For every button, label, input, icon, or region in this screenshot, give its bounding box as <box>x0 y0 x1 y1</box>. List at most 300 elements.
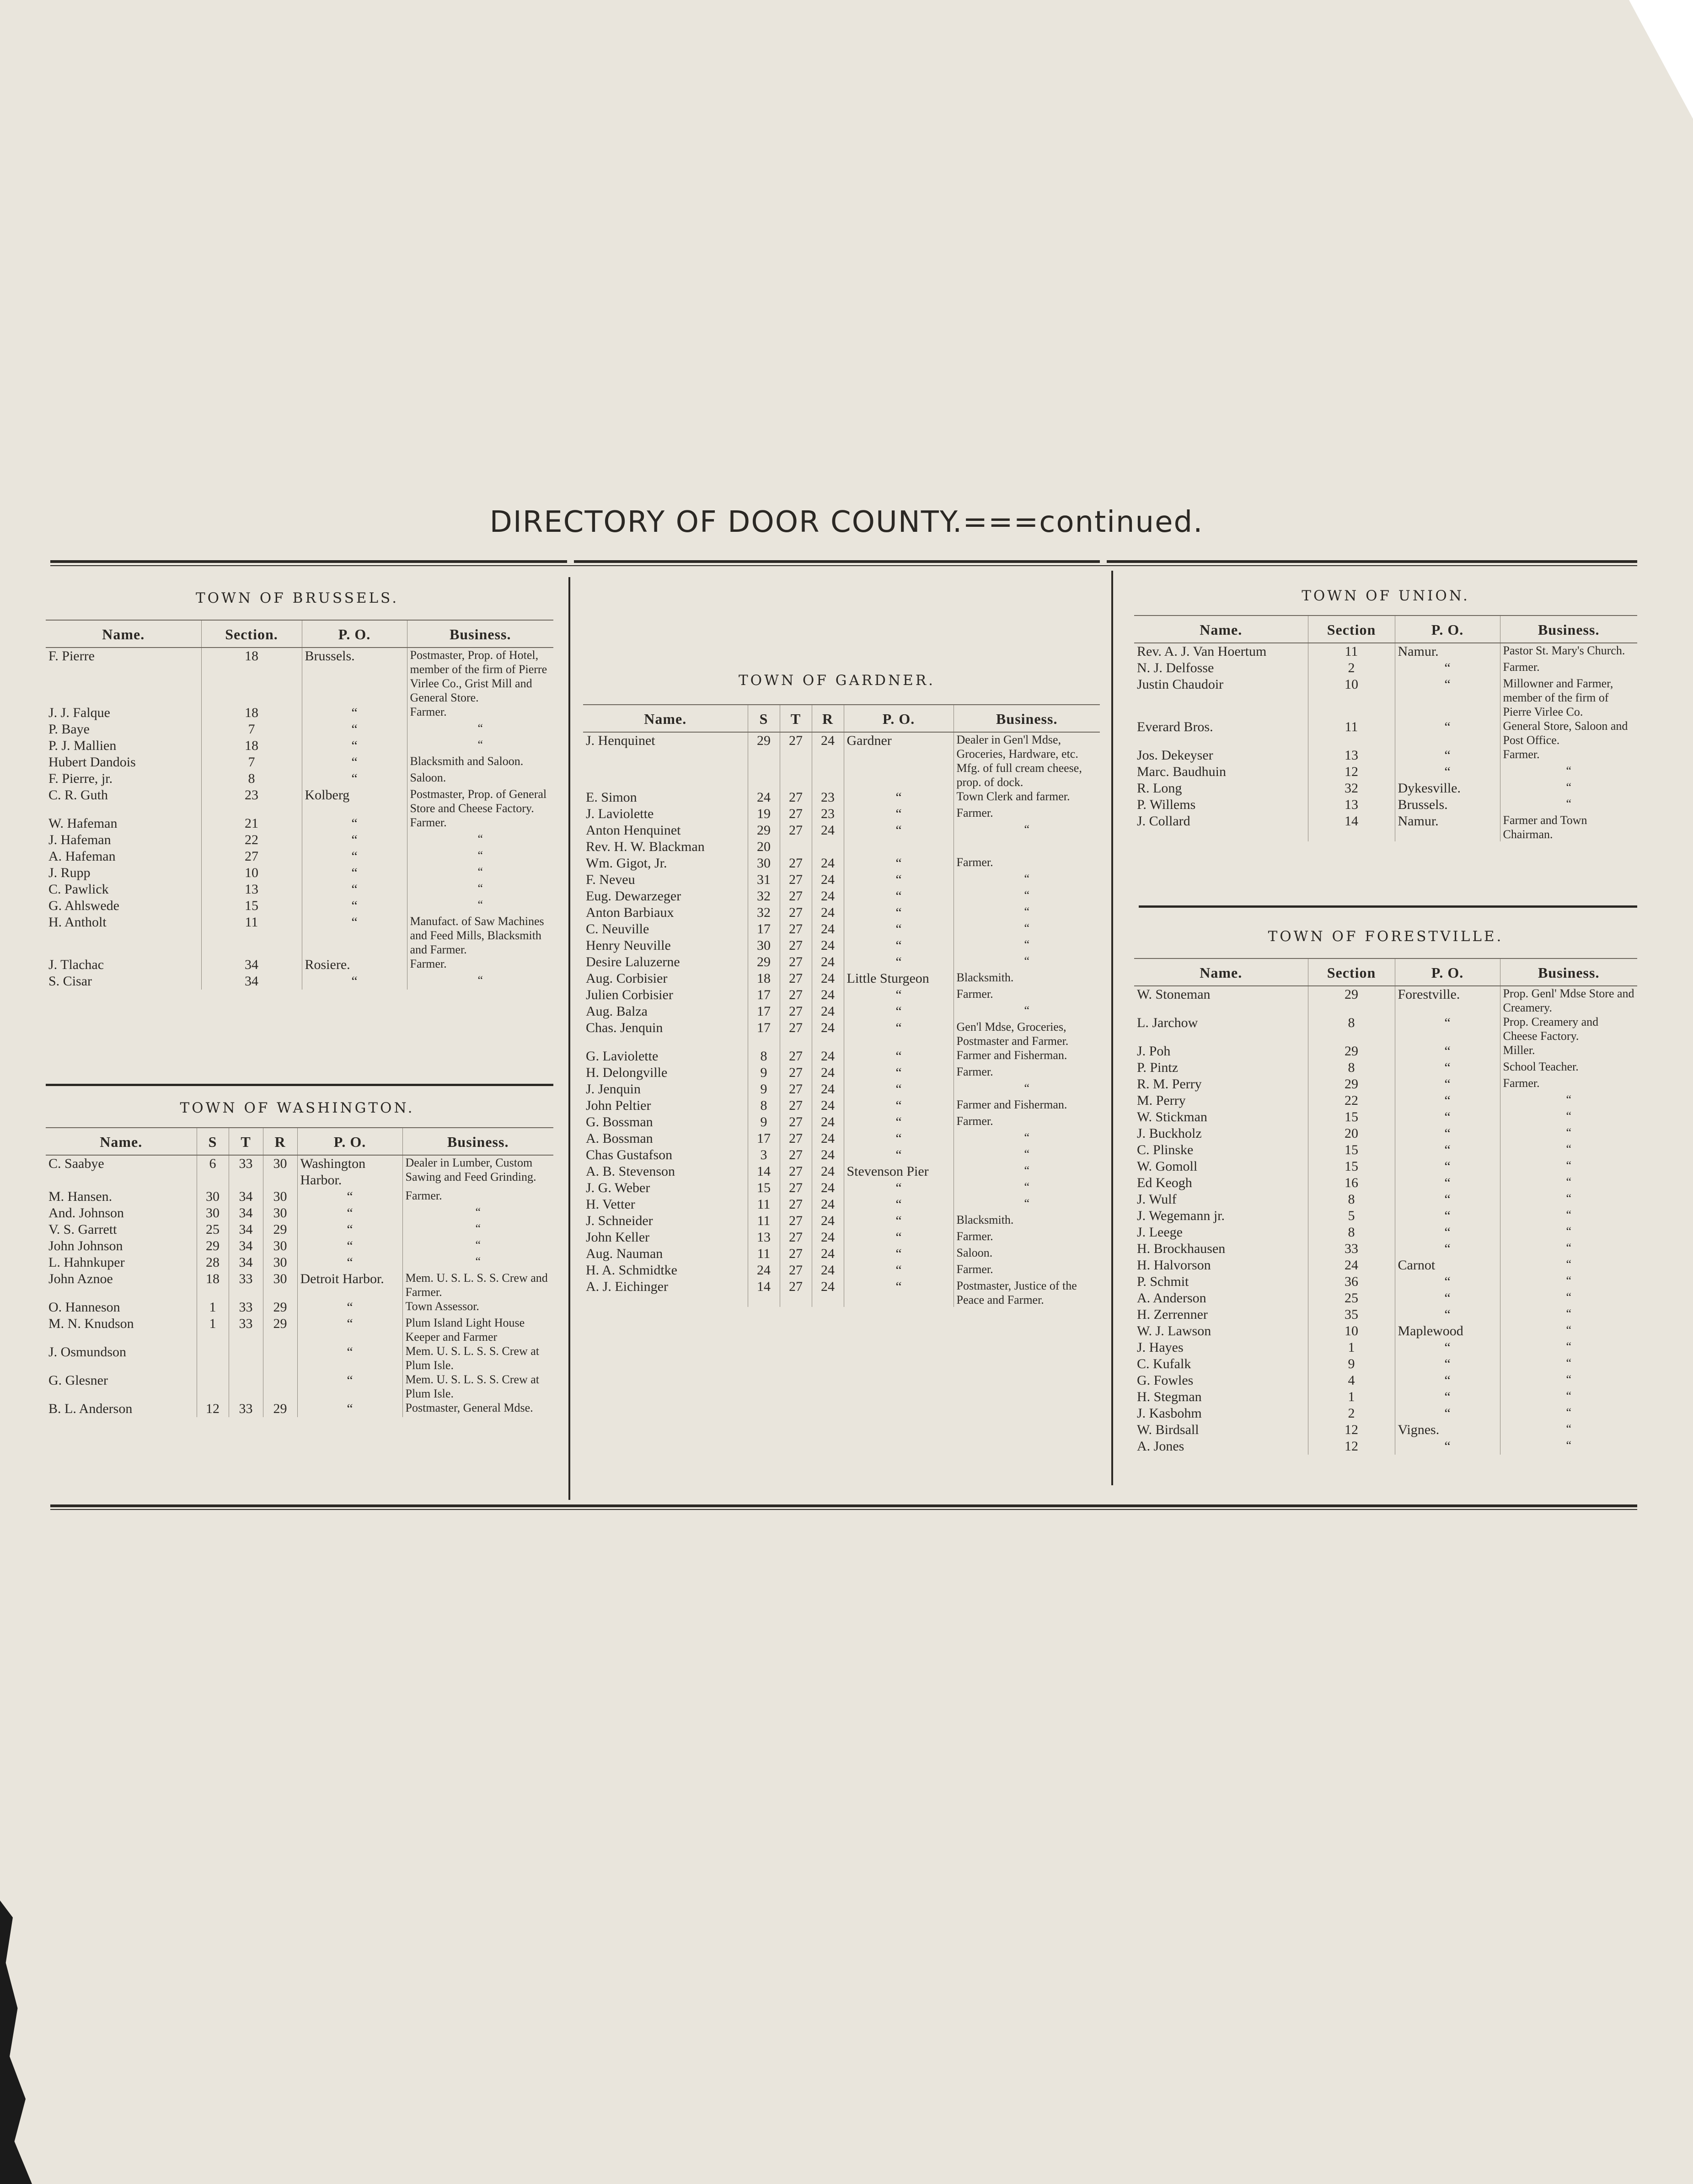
entry-name: P. Baye <box>48 722 90 737</box>
entry-business: “ <box>954 1130 1100 1147</box>
header-s: S <box>748 705 780 732</box>
entry-business: “ <box>1500 1306 1637 1323</box>
entry-name: Everard Bros. <box>1137 719 1213 734</box>
entry-business: “ <box>954 888 1100 905</box>
table-row <box>46 1316 553 1344</box>
entry-post-office: “ <box>844 1003 954 1020</box>
table-row <box>1134 1372 1637 1389</box>
entry-name: W. Stoneman <box>1137 987 1211 1002</box>
entry-number: 14 <box>748 1163 780 1180</box>
table-row <box>46 898 553 914</box>
entry-number: 27 <box>780 888 812 905</box>
entry-number: 11 <box>1308 719 1395 747</box>
entry-number <box>263 1344 297 1372</box>
entry-post-office: “ <box>1395 1438 1500 1455</box>
entry-number: 24 <box>812 732 844 789</box>
table-row <box>46 1188 553 1205</box>
entry-post-office: “ <box>844 987 954 1003</box>
entry-number: 27 <box>780 1279 812 1307</box>
washington-title: TOWN OF WASHINGTON. <box>180 1100 415 1116</box>
table-row <box>1134 1109 1637 1125</box>
entry-business: Farmer. <box>402 1188 553 1205</box>
entry-post-office: “ <box>1395 1224 1500 1241</box>
table-row <box>46 1401 553 1417</box>
entry-number: 29 <box>263 1316 297 1344</box>
entry-number: 22 <box>201 832 302 848</box>
entry-number: 36 <box>1308 1274 1395 1290</box>
entry-business: “ <box>407 865 553 881</box>
entry-name: W. Birdsall <box>1137 1422 1199 1437</box>
entry-number: 10 <box>1308 676 1395 719</box>
entry-name: R. Long <box>1137 781 1182 796</box>
entry-post-office: “ <box>302 832 407 848</box>
bottom-rule-thin <box>50 1509 1637 1510</box>
entry-post-office: “ <box>1395 1389 1500 1405</box>
entry-name: Aug. Nauman <box>586 1246 663 1261</box>
entry-name: Anton Barbiaux <box>586 905 674 920</box>
entry-post-office: “ <box>844 1262 954 1279</box>
table-row <box>1134 1323 1637 1339</box>
entry-business: “ <box>954 937 1100 954</box>
entry-number: 5 <box>1308 1208 1395 1224</box>
entry-business: Blacksmith. <box>954 970 1100 987</box>
table-row <box>583 1196 1100 1213</box>
torn-edge <box>0 1900 32 2184</box>
table-row <box>583 789 1100 806</box>
entry-number: 3 <box>748 1147 780 1163</box>
entry-name: A. J. Eichinger <box>586 1279 668 1294</box>
entry-post-office: Little Sturgeon <box>844 970 954 987</box>
header-s: S <box>197 1128 229 1155</box>
entry-post-office: “ <box>844 855 954 872</box>
entry-name: M. Perry <box>1137 1093 1186 1108</box>
entry-business: Saloon. <box>954 1246 1100 1262</box>
entry-number: 18 <box>748 970 780 987</box>
table-row <box>583 1163 1100 1180</box>
entry-name: Justin Chaudoir <box>1137 677 1224 692</box>
brussels-title: TOWN OF BRUSSELS. <box>195 590 399 606</box>
entry-number: 30 <box>197 1205 229 1221</box>
entry-business: “ <box>402 1238 553 1254</box>
entry-post-office: “ <box>1395 1043 1500 1060</box>
entry-post-office: “ <box>1395 747 1500 764</box>
table-row <box>583 921 1100 937</box>
entry-business: “ <box>1500 1109 1637 1125</box>
table-row <box>1134 797 1637 813</box>
entry-name: John Johnson <box>48 1238 123 1253</box>
entry-post-office: “ <box>1395 1125 1500 1142</box>
entry-number: 34 <box>229 1221 263 1238</box>
entry-post-office: “ <box>1395 1274 1500 1290</box>
entry-number <box>229 1344 263 1372</box>
entry-number: 9 <box>748 1065 780 1081</box>
entry-business: “ <box>1500 780 1637 797</box>
table-row <box>1134 1060 1637 1076</box>
entry-number: 30 <box>748 937 780 954</box>
entry-business: Farmer and Fisherman. <box>954 1048 1100 1065</box>
entry-name: H. Halvorson <box>1137 1258 1211 1273</box>
entry-business: “ <box>402 1205 553 1221</box>
table-row <box>46 1205 553 1221</box>
forestville-title: TOWN OF FORESTVILLE. <box>1268 928 1504 945</box>
entry-business: Blacksmith and Saloon. <box>407 754 553 771</box>
entry-post-office: “ <box>844 1147 954 1163</box>
entry-post-office: “ <box>302 865 407 881</box>
bottom-rule <box>50 1504 1637 1507</box>
entry-name: S. Cisar <box>48 974 92 989</box>
table-row <box>1134 1076 1637 1092</box>
table-row <box>46 721 553 738</box>
entry-number: 8 <box>201 771 302 787</box>
entry-business: “ <box>954 1163 1100 1180</box>
entry-number: 15 <box>1308 1109 1395 1125</box>
entry-business: Mem. U. S. L. S. S. Crew and Farmer. <box>402 1271 553 1299</box>
entry-business: Town Assessor. <box>402 1299 553 1316</box>
table-row <box>583 1081 1100 1097</box>
entry-number: 18 <box>201 738 302 754</box>
entry-name: J. Osmundson <box>48 1344 127 1360</box>
entry-name: M. Hansen. <box>48 1189 113 1204</box>
entry-number: 24 <box>812 1246 844 1262</box>
entry-business: Farmer. <box>954 987 1100 1003</box>
column-divider-left <box>568 577 570 1500</box>
table-row <box>583 888 1100 905</box>
entry-number: 34 <box>201 957 302 973</box>
entry-number: 24 <box>812 1196 844 1213</box>
entry-number: 8 <box>1308 1224 1395 1241</box>
entry-number: 13 <box>1308 747 1395 764</box>
entry-number: 24 <box>812 1229 844 1246</box>
entry-business: “ <box>407 848 553 865</box>
page-title: DIRECTORY OF DOOR COUNTY.===continued. <box>489 505 1204 539</box>
entry-name: C. Pawlick <box>48 882 109 897</box>
entry-name: Aug. Corbisier <box>586 971 668 986</box>
table-row <box>46 771 553 787</box>
table-row <box>583 1114 1100 1130</box>
entry-business: “ <box>954 921 1100 937</box>
entry-number: 27 <box>780 1196 812 1213</box>
table-row <box>1134 1274 1637 1290</box>
entry-number: 11 <box>201 914 302 957</box>
entry-number: 11 <box>748 1213 780 1229</box>
entry-number: 13 <box>201 881 302 898</box>
table-row <box>46 914 553 957</box>
entry-post-office: “ <box>1395 1372 1500 1389</box>
entry-name: C. Kufalk <box>1137 1356 1191 1371</box>
entry-number: 18 <box>197 1271 229 1299</box>
entry-post-office: “ <box>844 1130 954 1147</box>
table-row <box>1134 780 1637 797</box>
entry-number: 17 <box>748 921 780 937</box>
entry-name: Chas Gustafson <box>586 1147 673 1162</box>
table-row <box>583 1130 1100 1147</box>
entry-post-office: “ <box>302 771 407 787</box>
entry-number: 33 <box>229 1401 263 1417</box>
entry-post-office: Forestville. <box>1395 986 1500 1015</box>
entry-post-office: Detroit Harbor. <box>297 1271 402 1299</box>
entry-number: 24 <box>812 1130 844 1147</box>
entry-number: 24 <box>812 1147 844 1163</box>
entry-post-office: “ <box>844 1180 954 1196</box>
table-row <box>1134 1224 1637 1241</box>
entry-number: 24 <box>748 789 780 806</box>
entry-number: 27 <box>780 732 812 789</box>
entry-name: E. Simon <box>586 790 637 805</box>
entry-business: “ <box>954 822 1100 839</box>
table-row <box>583 1020 1100 1048</box>
entry-number: 33 <box>229 1155 263 1188</box>
entry-number: 17 <box>748 1003 780 1020</box>
entry-business: Farmer. <box>407 957 553 973</box>
entry-business: “ <box>1500 1290 1637 1306</box>
entry-number: 24 <box>812 855 844 872</box>
entry-name: John Aznoe <box>48 1271 113 1286</box>
entry-name: Rev. H. W. Blackman <box>586 839 705 854</box>
entry-name: G. Fowles <box>1137 1373 1194 1388</box>
entry-number: 10 <box>201 865 302 881</box>
entry-number: 17 <box>748 1130 780 1147</box>
entry-number: 30 <box>263 1271 297 1299</box>
entry-name: C. Saabye <box>48 1156 104 1171</box>
entry-number: 29 <box>1308 1076 1395 1092</box>
entry-number: 1 <box>1308 1339 1395 1356</box>
entry-name: J. Tlachac <box>48 957 104 972</box>
entry-business: “ <box>954 1196 1100 1213</box>
entry-post-office: “ <box>1395 1290 1500 1306</box>
union-title: TOWN OF UNION. <box>1302 588 1470 604</box>
entry-name: J. J. Falque <box>48 705 110 720</box>
entry-number: 27 <box>780 789 812 806</box>
entry-name: P. Willems <box>1137 797 1196 812</box>
header-business: Business. <box>1500 616 1637 643</box>
entry-number: 14 <box>748 1279 780 1307</box>
entry-name: F. Neveu <box>586 872 635 887</box>
entry-post-office: “ <box>297 1188 402 1205</box>
header-name: Name. <box>1134 616 1308 643</box>
entry-number: 27 <box>780 1048 812 1065</box>
entry-name: H. Stegman <box>1137 1389 1202 1404</box>
header-r: R <box>263 1128 297 1155</box>
entry-number: 32 <box>748 905 780 921</box>
entry-number <box>197 1344 229 1372</box>
table-row <box>1134 719 1637 747</box>
entry-number: 27 <box>780 1147 812 1163</box>
entry-business: School Teacher. <box>1500 1060 1637 1076</box>
table-row <box>1134 1241 1637 1257</box>
entry-number: 29 <box>748 822 780 839</box>
entry-number: 27 <box>780 1065 812 1081</box>
entry-number: 30 <box>263 1205 297 1221</box>
entry-name: H. Antholt <box>48 915 107 930</box>
entry-business: “ <box>1500 1274 1637 1290</box>
table-row <box>583 806 1100 822</box>
entry-post-office: “ <box>297 1344 402 1372</box>
entry-post-office: “ <box>302 815 407 832</box>
entry-name: G. Ahlswede <box>48 898 119 913</box>
entry-number: 7 <box>201 754 302 771</box>
entry-business: “ <box>1500 1175 1637 1191</box>
entry-number: 24 <box>812 937 844 954</box>
table-row <box>1134 813 1637 841</box>
entry-business: Saloon. <box>407 771 553 787</box>
entry-number: 27 <box>780 855 812 872</box>
entry-post-office: “ <box>844 921 954 937</box>
entry-post-office: “ <box>1395 660 1500 676</box>
entry-business: Prop. Genl' Mdse Store and Creamery. <box>1500 986 1637 1015</box>
header-po: P. O. <box>844 705 954 732</box>
table-row <box>583 1229 1100 1246</box>
entry-number: 23 <box>812 789 844 806</box>
entry-business: “ <box>1500 1224 1637 1241</box>
table-row <box>1134 1015 1637 1043</box>
table-row <box>583 1003 1100 1020</box>
header-business: Business. <box>1500 958 1637 986</box>
entry-business: Blacksmith. <box>954 1213 1100 1229</box>
entry-business: Manufact. of Saw Machines and Feed Mills, Blacksmith and Farmer. <box>407 914 553 957</box>
entry-post-office: “ <box>1395 1109 1500 1125</box>
entry-name: J. Jenquin <box>586 1081 641 1097</box>
entry-post-office: “ <box>302 738 407 754</box>
entry-number: 27 <box>780 970 812 987</box>
gardner-table <box>583 704 1100 1307</box>
table-row <box>583 905 1100 921</box>
entry-name: J. Kasbohm <box>1137 1406 1202 1421</box>
header-t: T <box>780 705 812 732</box>
entry-business: Farmer. <box>954 806 1100 822</box>
entry-post-office: “ <box>844 1020 954 1048</box>
entry-post-office: Brussels. <box>302 648 407 705</box>
entry-name: J. Rupp <box>48 865 91 880</box>
entry-number: 34 <box>229 1254 263 1271</box>
entry-post-office: Brussels. <box>1395 797 1500 813</box>
entry-name: J. Wulf <box>1137 1192 1177 1207</box>
entry-post-office: “ <box>297 1254 402 1271</box>
table-row <box>46 881 553 898</box>
entry-name: Rev. A. J. Van Hoertum <box>1137 644 1267 659</box>
entry-post-office: “ <box>844 1213 954 1229</box>
entry-post-office: “ <box>302 705 407 721</box>
entry-number: 27 <box>780 987 812 1003</box>
entry-business: “ <box>407 721 553 738</box>
table-row <box>583 1048 1100 1065</box>
entry-name: W. Gomoll <box>1137 1159 1198 1174</box>
entry-number: 30 <box>263 1188 297 1205</box>
entry-number: 27 <box>780 1081 812 1097</box>
entry-business: “ <box>1500 1158 1637 1175</box>
header-name: Name. <box>583 705 748 732</box>
entry-name: C. Plinske <box>1137 1142 1194 1157</box>
entry-number: 33 <box>1308 1241 1395 1257</box>
entry-number: 27 <box>780 872 812 888</box>
entry-name: Hubert Dandois <box>48 755 136 770</box>
entry-business: “ <box>1500 1125 1637 1142</box>
entry-business: Pastor St. Mary's Church. <box>1500 643 1637 660</box>
entry-number: 24 <box>812 905 844 921</box>
entry-post-office: “ <box>297 1372 402 1401</box>
entry-name: L. Hahnkuper <box>48 1255 125 1270</box>
entry-post-office: Kolberg <box>302 787 407 815</box>
entry-name: R. M. Perry <box>1137 1076 1202 1092</box>
entry-number: 12 <box>1308 1438 1395 1455</box>
entry-number: 22 <box>1308 1092 1395 1109</box>
entry-business: Farmer. <box>954 1114 1100 1130</box>
entry-number: 17 <box>748 1020 780 1048</box>
entry-post-office: Stevenson Pier <box>844 1163 954 1180</box>
table-row <box>1134 1339 1637 1356</box>
entry-business: “ <box>954 1003 1100 1020</box>
entry-name: G. Laviolette <box>586 1049 659 1064</box>
table-row <box>1134 1125 1637 1142</box>
entry-number: 27 <box>201 848 302 865</box>
entry-number: 2 <box>1308 1405 1395 1422</box>
entry-number: 15 <box>1308 1142 1395 1158</box>
table-row <box>583 1097 1100 1114</box>
top-rule-thin <box>50 565 1637 566</box>
entry-number: 27 <box>780 905 812 921</box>
entry-number: 25 <box>1308 1290 1395 1306</box>
entry-number: 32 <box>748 888 780 905</box>
entry-number: 27 <box>780 1229 812 1246</box>
table-row <box>1134 986 1637 1015</box>
entry-post-office: “ <box>844 1065 954 1081</box>
entry-number: 1 <box>197 1299 229 1316</box>
entry-business: Farmer. <box>407 815 553 832</box>
entry-business: Prop. Creamery and Cheese Factory. <box>1500 1015 1637 1043</box>
entry-name: J. Buckholz <box>1137 1126 1202 1141</box>
entry-post-office: Maplewood <box>1395 1323 1500 1339</box>
header-r: R <box>812 705 844 732</box>
entry-number: 20 <box>748 839 780 855</box>
table-row <box>46 1238 553 1254</box>
entry-name: W. J. Lawson <box>1137 1323 1211 1338</box>
entry-post-office: Dykesville. <box>1395 780 1500 797</box>
entry-number: 24 <box>812 1180 844 1196</box>
entry-post-office: Namur. <box>1395 643 1500 660</box>
entry-name: J. Collard <box>1137 814 1190 829</box>
entry-number <box>263 1372 297 1401</box>
entry-business: “ <box>407 738 553 754</box>
entry-number: 24 <box>812 1163 844 1180</box>
entry-number: 15 <box>201 898 302 914</box>
table-row <box>1134 1175 1637 1191</box>
table-row <box>46 648 553 705</box>
table-row <box>46 973 553 990</box>
entry-post-office: “ <box>844 789 954 806</box>
entry-post-office: “ <box>844 1048 954 1065</box>
entry-business: Millowner and Farmer, member of the firm of Pierre Virlee Co. <box>1500 676 1637 719</box>
table-row <box>583 987 1100 1003</box>
entry-business: “ <box>402 1254 553 1271</box>
entry-post-office: “ <box>1395 1405 1500 1422</box>
header-po: P. O. <box>1395 958 1500 986</box>
entry-name: P. Schmit <box>1137 1274 1189 1289</box>
entry-business: “ <box>1500 1241 1637 1257</box>
entry-number: 15 <box>1308 1158 1395 1175</box>
entry-number: 23 <box>812 806 844 822</box>
entry-name: John Peltier <box>586 1098 651 1113</box>
entry-name: Henry Neuville <box>586 938 671 953</box>
entry-number: 34 <box>229 1238 263 1254</box>
table-row <box>1134 1306 1637 1323</box>
entry-number: 8 <box>748 1097 780 1114</box>
table-row <box>1134 1389 1637 1405</box>
entry-number <box>229 1372 263 1401</box>
entry-name: P. Pintz <box>1137 1060 1179 1075</box>
header-section: Section <box>1308 958 1395 986</box>
union-table <box>1134 615 1637 841</box>
entry-number: 29 <box>263 1221 297 1238</box>
entry-business: Postmaster, Justice of the Peace and Farmer. <box>954 1279 1100 1307</box>
